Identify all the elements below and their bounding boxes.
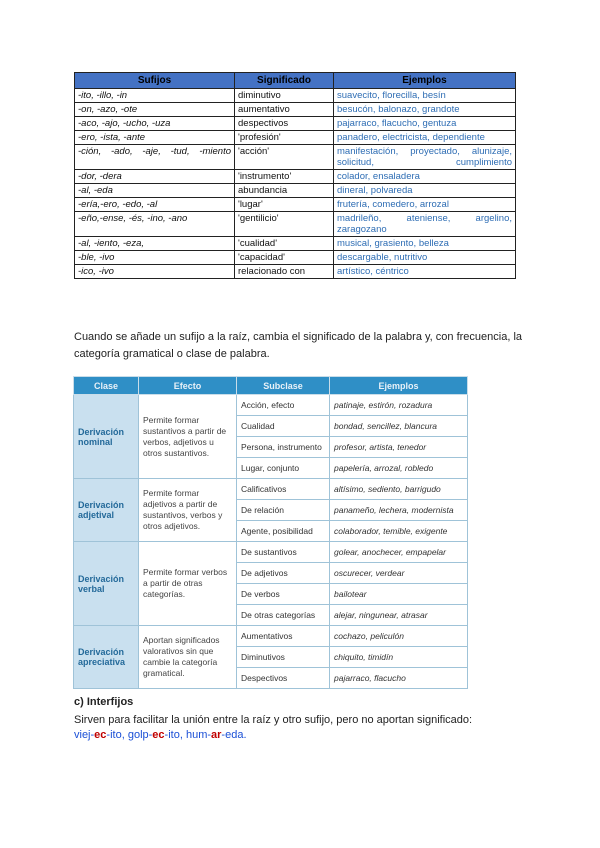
interfijos-examples — [74, 727, 247, 743]
word-part: -ito — [106, 729, 122, 741]
efecto-cell: Permite formar adjetivos a partir de sustantivos, verbos y otros adjetivos. — [139, 479, 237, 542]
examples-cell: pajarraco, flacucho, gentuza — [334, 117, 516, 131]
table-row — [75, 237, 516, 251]
word-part: viej- — [74, 729, 95, 741]
clase-cell: Derivación adjetival — [74, 479, 139, 542]
subclase-cell: Despectivos — [237, 668, 330, 689]
ejemplos-cell: patinaje, estirón, rozadura — [330, 395, 468, 416]
interfijo-part: ar — [211, 729, 222, 741]
subclase-cell: Persona, instrumento — [237, 437, 330, 458]
ejemplos-cell: bailotear — [330, 584, 468, 605]
word-part: golp- — [127, 729, 153, 741]
table-row — [75, 212, 516, 237]
suffix-cell: -ico, -ivo — [75, 265, 235, 279]
header-clase: Clase — [74, 377, 139, 395]
table-row — [75, 117, 516, 131]
meaning-cell: 'lugar' — [235, 198, 334, 212]
table-row — [75, 170, 516, 184]
efecto-cell: Permite formar verbos a partir de otras categorías. — [139, 542, 237, 626]
subclase-cell: De otras categorías — [237, 605, 330, 626]
word-part: -ito — [164, 729, 180, 741]
examples-cell: colador, ensaladera — [334, 170, 516, 184]
examples-cell: manifestación, proyectado, alunizaje, solicitud, cumplimiento — [334, 145, 516, 170]
table-row — [75, 251, 516, 265]
suffix-cell: -dor, -dera — [75, 170, 235, 184]
examples-cell: musical, grasiento, belleza — [334, 237, 516, 251]
header-efecto: Efecto — [139, 377, 237, 395]
table-row — [75, 89, 516, 103]
examples-cell: dineral, polvareda — [334, 184, 516, 198]
examples-cell: suavecito, florecilla, besín — [334, 89, 516, 103]
examples-cell: besucón, balonazo, grandote — [334, 103, 516, 117]
examples-cell: madrileño, ateniense, argelino, zaragozano — [334, 212, 516, 237]
efecto-cell: Permite formar sustantivos a partir de verbos, adjetivos u otros sustantivos. — [139, 395, 237, 479]
subclase-cell: Diminutivos — [237, 647, 330, 668]
word-part: -eda. — [221, 729, 247, 741]
examples-cell: artístico, céntrico — [334, 265, 516, 279]
header-significado: Significado — [235, 73, 334, 89]
ejemplos-cell: panameño, lechera, modernista — [330, 500, 468, 521]
ejemplos-cell: profesor, artista, tenedor — [330, 437, 468, 458]
suffix-cell: -on, -azo, -ote — [75, 103, 235, 117]
ejemplos-cell: papelería, arrozal, robledo — [330, 458, 468, 479]
meaning-cell: diminutivo — [235, 89, 334, 103]
header-ejemplos: Ejemplos — [330, 377, 468, 395]
suffix-cell: -al, -iento, -eza, — [75, 237, 235, 251]
ejemplos-cell: golear, anochecer, empapelar — [330, 542, 468, 563]
derivation-table-image — [73, 376, 467, 683]
separator: , — [179, 729, 186, 741]
section-heading: c) Interfijos — [74, 696, 134, 708]
separator: , — [121, 729, 128, 741]
header-subclase: Subclase — [237, 377, 330, 395]
subclase-cell: Cualidad — [237, 416, 330, 437]
ejemplos-cell: colaborador, temible, exigente — [330, 521, 468, 542]
meaning-cell: relacionado con — [235, 265, 334, 279]
meaning-cell: 'gentilicio' — [235, 212, 334, 237]
suffix-cell: -ble, -ivo — [75, 251, 235, 265]
suffix-table — [74, 72, 516, 279]
table-row — [75, 198, 516, 212]
table-row — [74, 479, 468, 500]
interfijo-example — [74, 729, 122, 741]
subclase-cell: De sustantivos — [237, 542, 330, 563]
ejemplos-cell: pajarraco, flacucho — [330, 668, 468, 689]
meaning-cell: 'capacidad' — [235, 251, 334, 265]
interfijo-example — [186, 729, 247, 741]
meaning-cell: 'instrumento' — [235, 170, 334, 184]
meaning-cell: abundancia — [235, 184, 334, 198]
subclase-cell: De adjetivos — [237, 563, 330, 584]
suffix-cell: -ito, -illo, -in — [75, 89, 235, 103]
table-row — [75, 131, 516, 145]
interfijo-example — [128, 729, 180, 741]
word-part: hum- — [185, 729, 212, 741]
section-text: Sirven para facilitar la unión entre la raíz y otro sufijo, pero no aportan significado: — [74, 714, 473, 726]
efecto-cell: Aportan significados valorativos sin que cambie la categoría gramatical. — [139, 626, 237, 689]
ejemplos-cell: bondad, sencillez, blancura — [330, 416, 468, 437]
ejemplos-cell: chiquito, timidín — [330, 647, 468, 668]
subclase-cell: De relación — [237, 500, 330, 521]
suffix-cell: -ería,-ero, -edo, -al — [75, 198, 235, 212]
subclase-cell: Aumentativos — [237, 626, 330, 647]
suffix-cell: -eño,-ense, -és, -ino, -ano — [75, 212, 235, 237]
table-row — [74, 626, 468, 647]
meaning-cell: despectivos — [235, 117, 334, 131]
header-ejemplos: Ejemplos — [334, 73, 516, 89]
suffix-table-header — [75, 73, 516, 89]
suffix-cell: -al, -eda — [75, 184, 235, 198]
interfijo-part: ec — [152, 729, 165, 741]
ejemplos-cell: cochazo, peliculón — [330, 626, 468, 647]
table-row — [75, 145, 516, 170]
table-row — [74, 395, 468, 416]
clase-cell: Derivación verbal — [74, 542, 139, 626]
ejemplos-cell: oscurecer, verdear — [330, 563, 468, 584]
header-sufijos: Sufijos — [75, 73, 235, 89]
meaning-cell: 'cualidad' — [235, 237, 334, 251]
intro-paragraph: Cuando se añade un sufijo a la raíz, cambia el significado de la palabra y, con frecuencia, la categoría gramatical o clase de palabra. — [74, 331, 523, 360]
suffix-cell: -ción, -ado, -aje, -tud, -miento — [75, 145, 235, 170]
ejemplos-cell: altísimo, sediento, barrigudo — [330, 479, 468, 500]
meaning-cell: 'profesión' — [235, 131, 334, 145]
subclase-cell: Acción, efecto — [237, 395, 330, 416]
table-row — [74, 542, 468, 563]
subclase-cell: Agente, posibilidad — [237, 521, 330, 542]
examples-cell: panadero, electricista, dependiente — [334, 131, 516, 145]
interfijo-part: ec — [94, 729, 107, 741]
table-row — [75, 184, 516, 198]
suffix-cell: -ero, -ista, -ante — [75, 131, 235, 145]
table-row — [75, 103, 516, 117]
meaning-cell: aumentativo — [235, 103, 334, 117]
meaning-cell: 'acción' — [235, 145, 334, 170]
ejemplos-cell: alejar, ningunear, atrasar — [330, 605, 468, 626]
clase-cell: Derivación nominal — [74, 395, 139, 479]
table-row — [75, 265, 516, 279]
examples-cell: descargable, nutritivo — [334, 251, 516, 265]
subclase-cell: Lugar, conjunto — [237, 458, 330, 479]
suffix-cell: -aco, -ajo, -ucho, -uza — [75, 117, 235, 131]
examples-cell: frutería, comedero, arrozal — [334, 198, 516, 212]
derivation-table-header — [74, 377, 468, 395]
subclase-cell: De verbos — [237, 584, 330, 605]
derivation-table — [73, 376, 468, 689]
clase-cell: Derivación apreciativa — [74, 626, 139, 689]
subclase-cell: Calificativos — [237, 479, 330, 500]
